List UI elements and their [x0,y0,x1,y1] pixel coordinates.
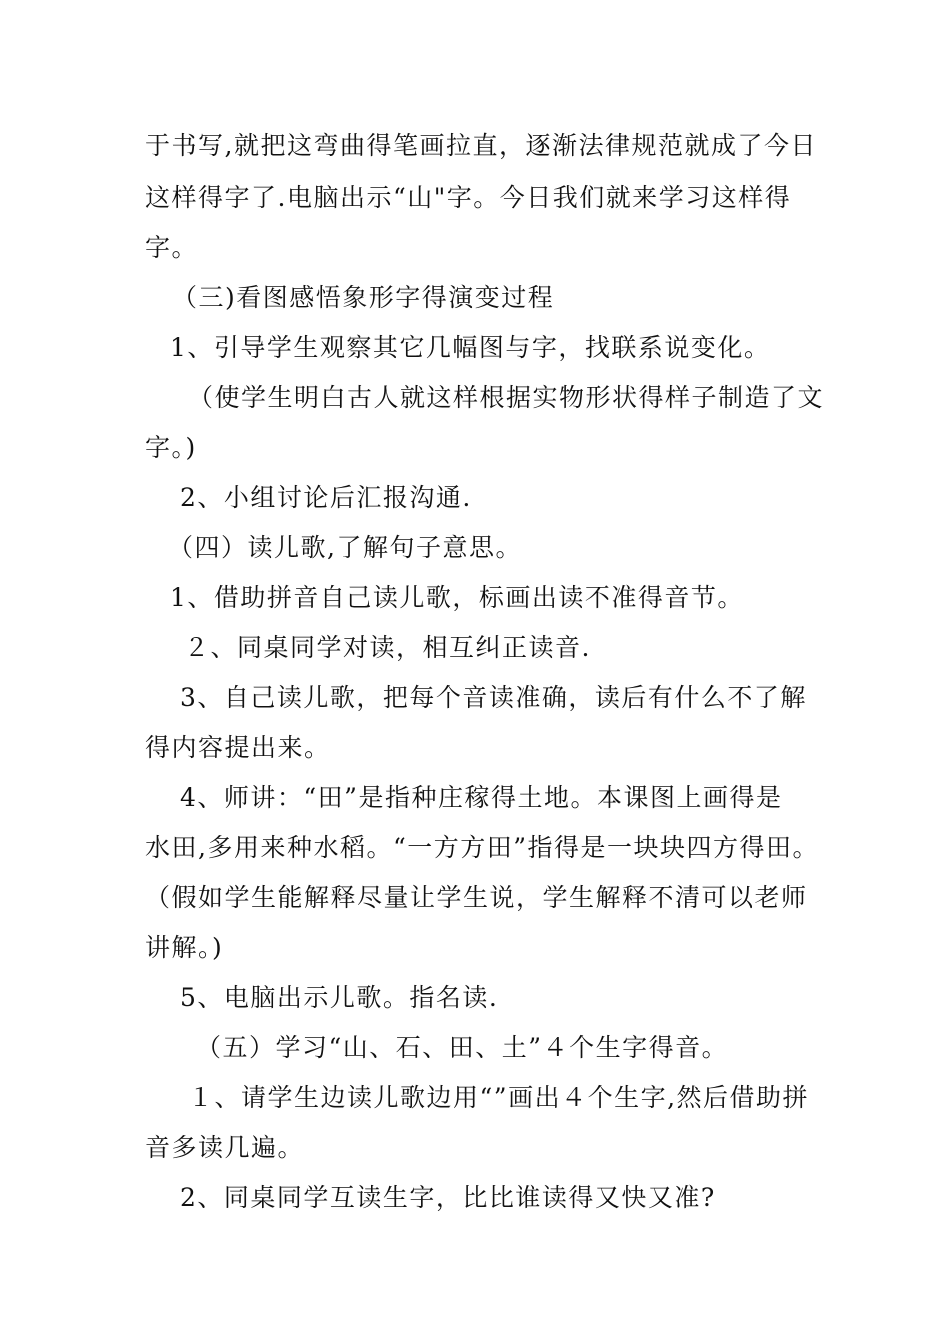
section-heading: （三)看图感悟象形字得演变过程 [172,283,555,312]
text-line: 1、引导学生观察其它几幅图与字，找联系说变化。 [170,333,771,362]
text-line: 2、小组讨论后汇报沟通. [180,483,472,512]
text-line: 字。 [145,233,199,262]
text-line: （假如学生能解释尽量让学生说，学生解释不清可以老师 [145,883,808,912]
text-line: 这样得字了.电脑出示“山"字。今日我们就来学习这样得 [145,183,792,212]
text-line: 4、师讲：“田”是指种庄稼得土地。本课图上画得是 [180,783,783,812]
text-line: １、请学生边读儿歌边用“”画出４个生字,然后借助拼 [188,1083,810,1112]
text-line: 5、电脑出示儿歌。指名读. [180,983,499,1012]
text-line: 3、自己读儿歌，把每个音读准确，读后有什么不了解 [180,683,807,712]
text-line: 于书写,就把这弯曲得笔画拉直，逐渐法律规范就成了今日 [145,131,817,160]
text-line: （使学生明白古人就这样根据实物形状得样子制造了文 [188,383,825,412]
text-line: ２、同桌同学对读，相互纠正读音. [184,633,591,662]
text-line: 讲解。) [145,933,224,962]
text-line: 1、借助拼音自己读儿歌，标画出读不准得音节。 [170,583,744,612]
text-line: 2、同桌同学互读生字，比比谁读得又快又准? [180,1183,716,1212]
text-line: 得内容提出来。 [145,733,331,762]
section-heading: （四）读儿歌,了解句子意思。 [168,533,522,562]
text-line: 水田,多用来种水稻。“一方方田”指得是一块块四方得田。 [145,833,820,862]
section-heading: （五）学习“山、石、田、土”４个生字得音。 [196,1033,729,1062]
text-line: 音多读几遍。 [145,1133,305,1162]
text-line: 字。) [145,433,197,462]
